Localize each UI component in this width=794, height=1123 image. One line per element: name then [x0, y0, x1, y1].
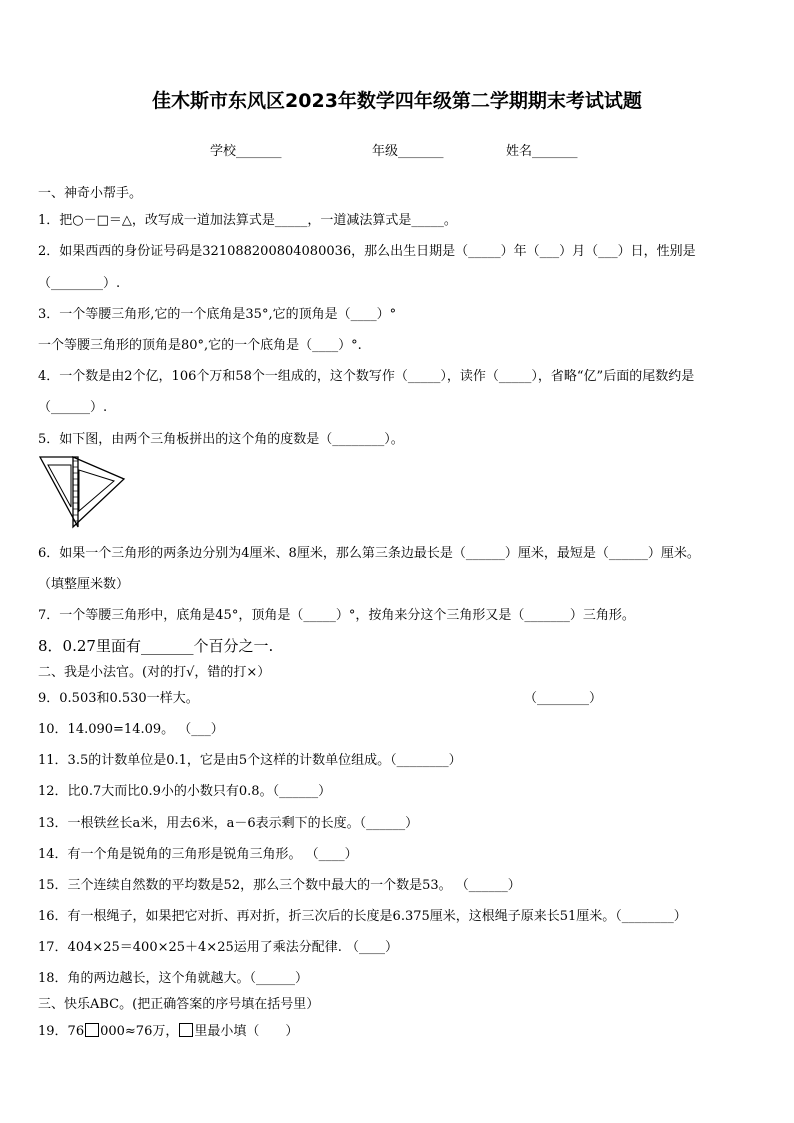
question-5: 5．如下图，由两个三角板拼出的这个角的度数是（________）。 — [38, 432, 404, 447]
question-12: 12．比0.7大而比0.9小的小数只有0.8。（______） — [38, 784, 332, 799]
question-3: 3．一个等腰三角形,它的一个底角是35°,它的顶角是（____）° — [38, 307, 397, 322]
school-field: 学校_______ — [210, 144, 282, 159]
question-6-cont: （填整厘米数） — [38, 577, 130, 592]
question-14: 14．有一个角是锐角的三角形是锐角三角形。 （____） — [38, 847, 358, 862]
question-10: 10．14.090=14.09。 （___） — [38, 722, 224, 737]
question-15: 15．三个连续自然数的平均数是52，那么三个数中最大的一个数是53。 （______） — [38, 878, 521, 893]
question-19 — [38, 1020, 298, 1039]
section-3-heading: 三、快乐ABC。(把正确答案的序号填在括号里） — [38, 997, 320, 1012]
page-title: 佳木斯市东风区2023年数学四年级第二学期期末考试试题 — [152, 90, 642, 112]
question-19-part-a: 19．76 — [38, 1024, 85, 1039]
question-19-part-c: 里最小填（ ） — [194, 1024, 299, 1039]
question-16: 16．有一根绳子，如果把它对折、再对折，折三次后的长度是6.375厘米，这根绳子原来长51厘米。（________） — [38, 909, 687, 924]
question-4-cont: （______）. — [38, 400, 108, 415]
section-2-heading: 二、我是小法官。(对的打√，错的打×） — [38, 665, 271, 680]
question-17: 17．404×25＝400×25＋4×25运用了乘法分配律. （____） — [38, 940, 399, 955]
question-8: 8．0.27里面有_______个百分之一. — [38, 637, 274, 655]
question-1: 1．把○－□＝△，改写成一道加法算式是_____，一道减法算式是_____。 — [38, 213, 457, 228]
section-1-heading: 一、神奇小帮手。 — [38, 186, 143, 201]
question-13: 13．一根铁丝长a米，用去6米，a－6表示剩下的长度。（______） — [38, 816, 419, 831]
question-9: 9．0.503和0.530一样大。 — [38, 691, 199, 706]
question-6: 6．如果一个三角形的两条边分别为4厘米、8厘米，那么第三条边最长是（______）厘米，最短是（______）厘米。 — [38, 546, 700, 561]
question-18: 18．角的两边越长，这个角就越大。（______） — [38, 971, 309, 986]
empty-box-icon — [85, 1023, 99, 1037]
empty-box-icon — [179, 1023, 193, 1037]
question-9-answer: （________） — [524, 691, 603, 706]
question-3-cont: 一个等腰三角形的顶角是80°,它的一个底角是（____）°. — [38, 338, 362, 353]
triangle-rulers-figure — [38, 455, 128, 530]
question-2-cont: （________）. — [38, 276, 121, 291]
question-7: 7．一个等腰三角形中，底角是45°，顶角是（_____）°，按角来分这个三角形又是（_______）三角形。 — [38, 608, 635, 623]
question-4: 4．一个数是由2个亿，106个万和58个一组成的，这个数写作（_____），读作（_____），省略“亿”后面的尾数约是 — [38, 369, 695, 384]
question-11: 11．3.5的计数单位是0.1，它是由5个这样的计数单位组成。（________） — [38, 753, 462, 768]
question-2: 2．如果西西的身份证号码是321088200804080036，那么出生日期是（_____）年（___）月（___）日，性别是 — [38, 244, 696, 259]
question-19-part-b: 000≈76万， — [100, 1024, 179, 1039]
name-field: 姓名_______ — [506, 144, 578, 159]
grade-field: 年级_______ — [372, 144, 444, 159]
